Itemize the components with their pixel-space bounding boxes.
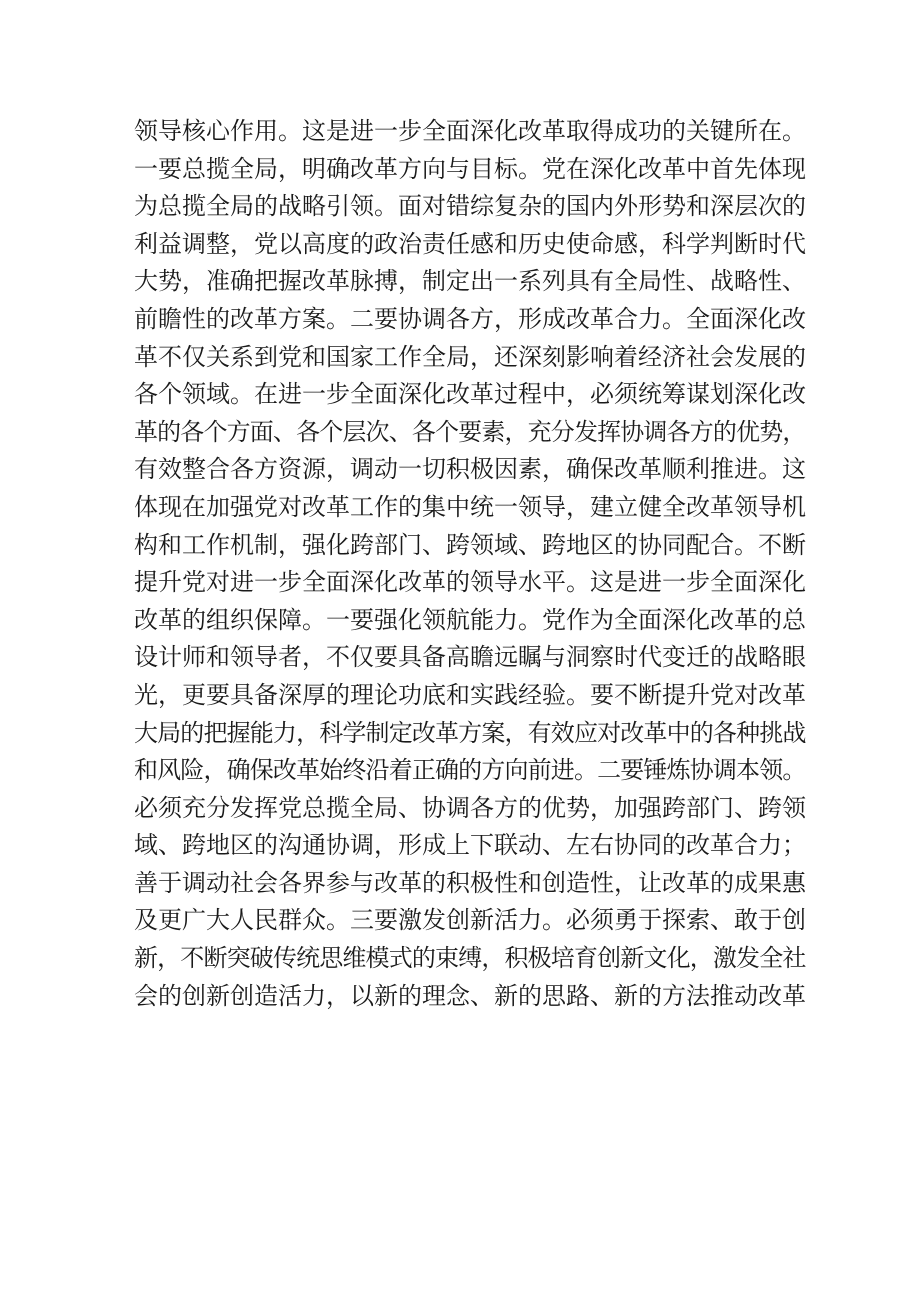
text-line: 光，更要具备深厚的理论功底和实践经验。要不断提升党对改革: [134, 680, 806, 709]
text-line: 利益调整，党以高度的政治责任感和历史使命感，科学判断时代: [134, 229, 806, 258]
text-line: 和风险，确保改革始终沿着正确的方向前进。二要锤炼协调本领。: [134, 756, 806, 785]
text-line: 善于调动社会各界参与改革的积极性和创造性，让改革的成果惠: [134, 868, 806, 897]
body-paragraph: [134, 113, 804, 1015]
text-line: 新，不断突破传统思维模式的束缚，积极培育创新文化，激发全社: [134, 944, 806, 973]
text-line: 革的各个方面、各个层次、各个要素，充分发挥协调各方的优势，: [134, 417, 806, 446]
text-line: 大势，准确把握改革脉搏，制定出一系列具有全局性、战略性、: [134, 267, 806, 296]
text-line: 设计师和领导者，不仅要具备高瞻远瞩与洞察时代变迁的战略眼: [134, 643, 806, 672]
text-line: 领导核心作用。这是进一步全面深化改革取得成功的关键所在。: [134, 117, 806, 145]
text-line: 域、跨地区的沟通协调，形成上下联动、左右协同的改革合力；: [134, 831, 806, 860]
text-line: 体现在加强党对改革工作的集中统一领导，建立健全改革领导机: [134, 492, 806, 521]
text-line: 大局的把握能力，科学制定改革方案，有效应对改革中的各种挑战: [134, 718, 806, 747]
text-line: 会的创新创造活力，以新的理念、新的思路、新的方法推动改革: [134, 981, 806, 1010]
text-line: 构和工作机制，强化跨部门、跨领域、跨地区的协同配合。不断: [134, 530, 806, 559]
text-line: 一要总揽全局，明确改革方向与目标。党在深化改革中首先体现: [134, 154, 806, 183]
text-line: 革不仅关系到党和国家工作全局，还深刻影响着经济社会发展的: [134, 342, 806, 371]
text-line: 提升党对进一步全面深化改革的领导水平。这是进一步全面深化: [134, 568, 806, 597]
text-line: 有效整合各方资源，调动一切积极因素，确保改革顺利推进。这: [134, 455, 806, 484]
text-line: 各个领域。在进一步全面深化改革过程中，必须统筹谋划深化改: [134, 380, 806, 409]
text-line: 改革的组织保障。一要强化领航能力。党作为全面深化改革的总: [134, 605, 806, 634]
text-line: 为总揽全局的战略引领。面对错综复杂的国内外形势和深层次的: [134, 192, 806, 221]
text-line: 及更广大人民群众。三要激发创新活力。必须勇于探索、敢于创: [134, 906, 806, 935]
text-line: 必须充分发挥党总揽全局、协调各方的优势，加强跨部门、跨领: [134, 793, 806, 822]
text-line: 前瞻性的改革方案。二要协调各方，形成改革合力。全面深化改: [134, 304, 806, 333]
